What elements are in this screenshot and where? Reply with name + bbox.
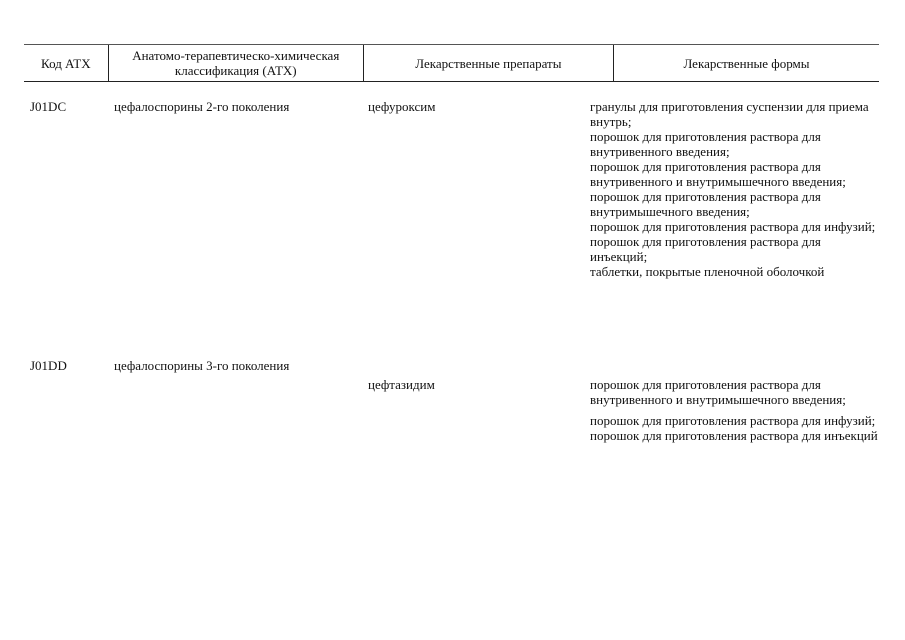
header-classification: Анатомо-терапевтическо-химическая классификация (АТХ) [109,45,364,81]
form-item: порошок для приготовления раствора для внутривенного введения; [590,129,821,159]
form-item: порошок для приготовления раствора для внутримышечного введения; [590,189,821,219]
row-forms [590,377,879,443]
header-forms: Лекарственные формы [683,55,810,71]
form-item: гранулы для приготовления суспензии для приема внутрь; [590,99,869,129]
table-row [24,358,879,508]
row-drug: цефтазидим [368,377,435,392]
form-item: таблетки, покрытые пленочной оболочкой [590,264,825,279]
table-header [24,44,879,82]
row-code: J01DD [30,358,67,373]
form-item: порошок для приготовления раствора для инъекций; [590,234,821,264]
header-code: Код АТХ [24,45,109,81]
form-item: порошок для приготовления раствора для внутривенного и внутримышечного введения; [590,159,846,189]
form-item: порошок для приготовления раствора для инфузий; [590,413,876,428]
atc-table [24,44,879,443]
row-code: J01DC [30,99,67,114]
row-forms [590,99,879,279]
header-drugs: Лекарственные препараты [364,45,614,81]
form-item: порошок для приготовления раствора для инфузий; [590,219,876,234]
form-item: порошок для приготовления раствора для инъекций [590,428,878,443]
row-classification: цефалоспорины 3-го поколения [114,358,290,373]
row-classification: цефалоспорины 2-го поколения [114,99,290,114]
form-item: порошок для приготовления раствора для внутривенного и внутримышечного введения; [590,377,846,407]
table-row [24,99,879,349]
row-drug: цефуроксим [368,99,436,114]
